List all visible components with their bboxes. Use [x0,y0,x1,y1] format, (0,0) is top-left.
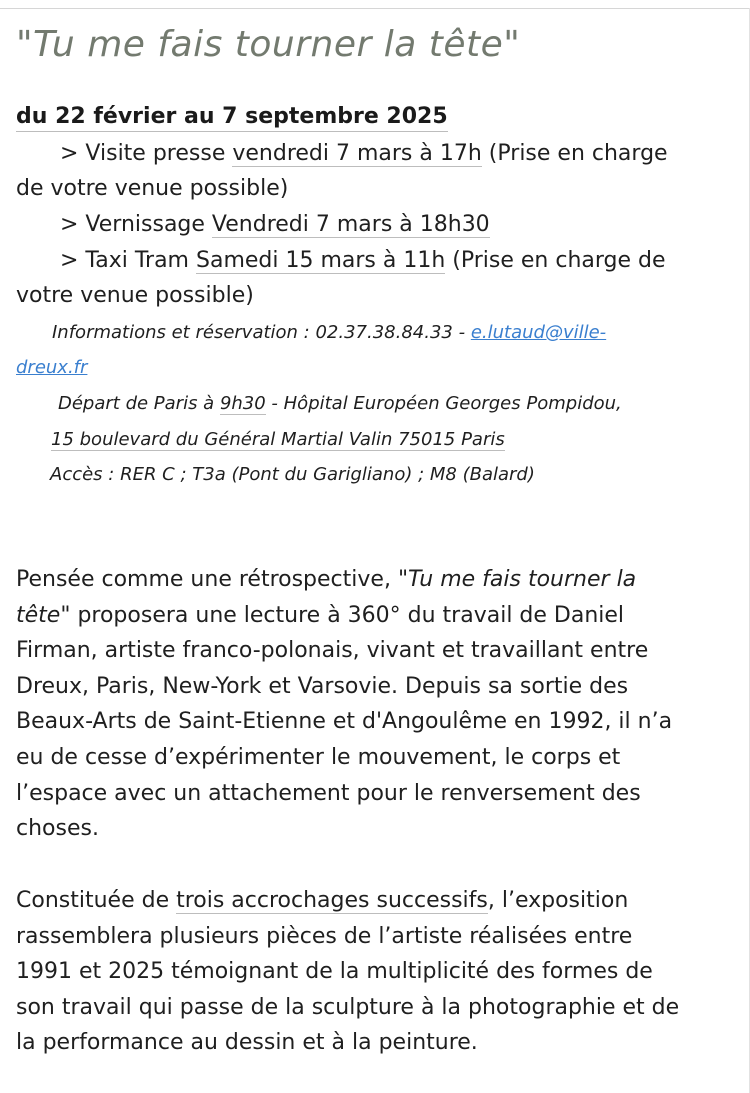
event-taxi-tram [60,243,666,278]
access-info: Accès : RER C ; T3a (Pont du Garigliano) ; M8 (Balard) [50,464,535,485]
p2-line-3: 1991 et 2025 témoignant de la multiplicité des formes de [16,959,653,985]
event-vernissage [60,207,490,242]
event-press-suffix: (Prise en charge [481,141,668,166]
reservation-info [52,315,606,350]
departure-address [51,422,505,457]
event-press-datetime[interactable]: vendredi 7 mars à 17h [232,141,482,166]
p1-line-6: eu de cesse d’expérimenter le mouvement, le corps et [16,744,621,770]
p1-line-1-text: Pensée comme une rétrospective, [16,567,398,592]
p1-line-4: Dreux, Paris, New-York et Varsovie. Depuis sa sortie des [16,673,629,699]
event-press [60,136,668,171]
event-press-continued: de votre venue possible) [16,176,289,201]
departure-time[interactable]: 9h30 [219,393,266,414]
p1-line-1 [16,562,741,598]
top-border [0,0,750,9]
accrochages-link[interactable]: trois accrochages successifs [176,888,488,913]
description-paragraph-2 [16,883,741,1061]
exhibition-dates: du 22 février au 7 septembre 2025 [16,103,448,132]
departure-suffix: - Hôpital Européen Georges Pompidou, [265,393,622,414]
email-link-continued[interactable]: dreux.fr [16,357,88,378]
p2-line-1-text-end: , l’exposition [487,888,629,913]
p2-line-4: son travail qui passe de la sculpture à la photographie et de [16,994,680,1020]
p1-line-2-text: proposera une lecture à 360° du travail de Daniel [70,602,625,628]
p2-line-5: la performance au dessin et à la peinture. [16,1030,478,1056]
event-vernissage-prefix: > Vernissage [60,212,212,237]
departure-prefix: Départ de Paris à [58,393,220,414]
p2-line-2: rassemblera plusieurs pièces de l’artiste réalisées entre [16,923,633,949]
p2-line-1-text: Constituée de [16,888,177,913]
p1-line-7: l’espace avec un attachement pour le renversement des [16,780,641,806]
event-vernissage-datetime[interactable]: Vendredi 7 mars à 18h30 [211,212,490,237]
event-taxi-suffix: (Prise en charge de [445,248,666,273]
p1-title-quote: "Tu me fais tourner la [397,567,637,592]
event-taxi-continued: votre venue possible) [16,283,254,308]
p1-line-8: choses. [16,816,99,842]
p2-line-1 [16,883,741,919]
email-link[interactable]: e.lutaud@ville- [470,322,607,343]
departure-info [58,386,622,421]
p1-line-3: Firman, artiste franco-polonais, vivant et travaillant entre [16,638,649,664]
p1-line-2 [16,598,741,634]
page-title: "Tu me fais tourner la tête" [16,24,521,65]
reservation-info-continued [16,350,87,385]
reservation-label: Informations et réservation : 02.37.38.84.33 - [52,322,471,343]
p1-title-quote-end: tête" [16,602,71,628]
description-paragraph-1 [16,562,741,847]
event-taxi-datetime[interactable]: Samedi 15 mars à 11h [196,248,446,273]
address-text[interactable]: 15 boulevard du Général Martial Valin 75015 Paris [51,429,505,450]
p1-line-5: Beaux-Arts de Saint-Etienne et d'Angoulême en 1992, il n’a [16,709,673,735]
event-press-prefix: > Visite presse [60,141,233,166]
event-taxi-prefix: > Taxi Tram [60,248,196,273]
